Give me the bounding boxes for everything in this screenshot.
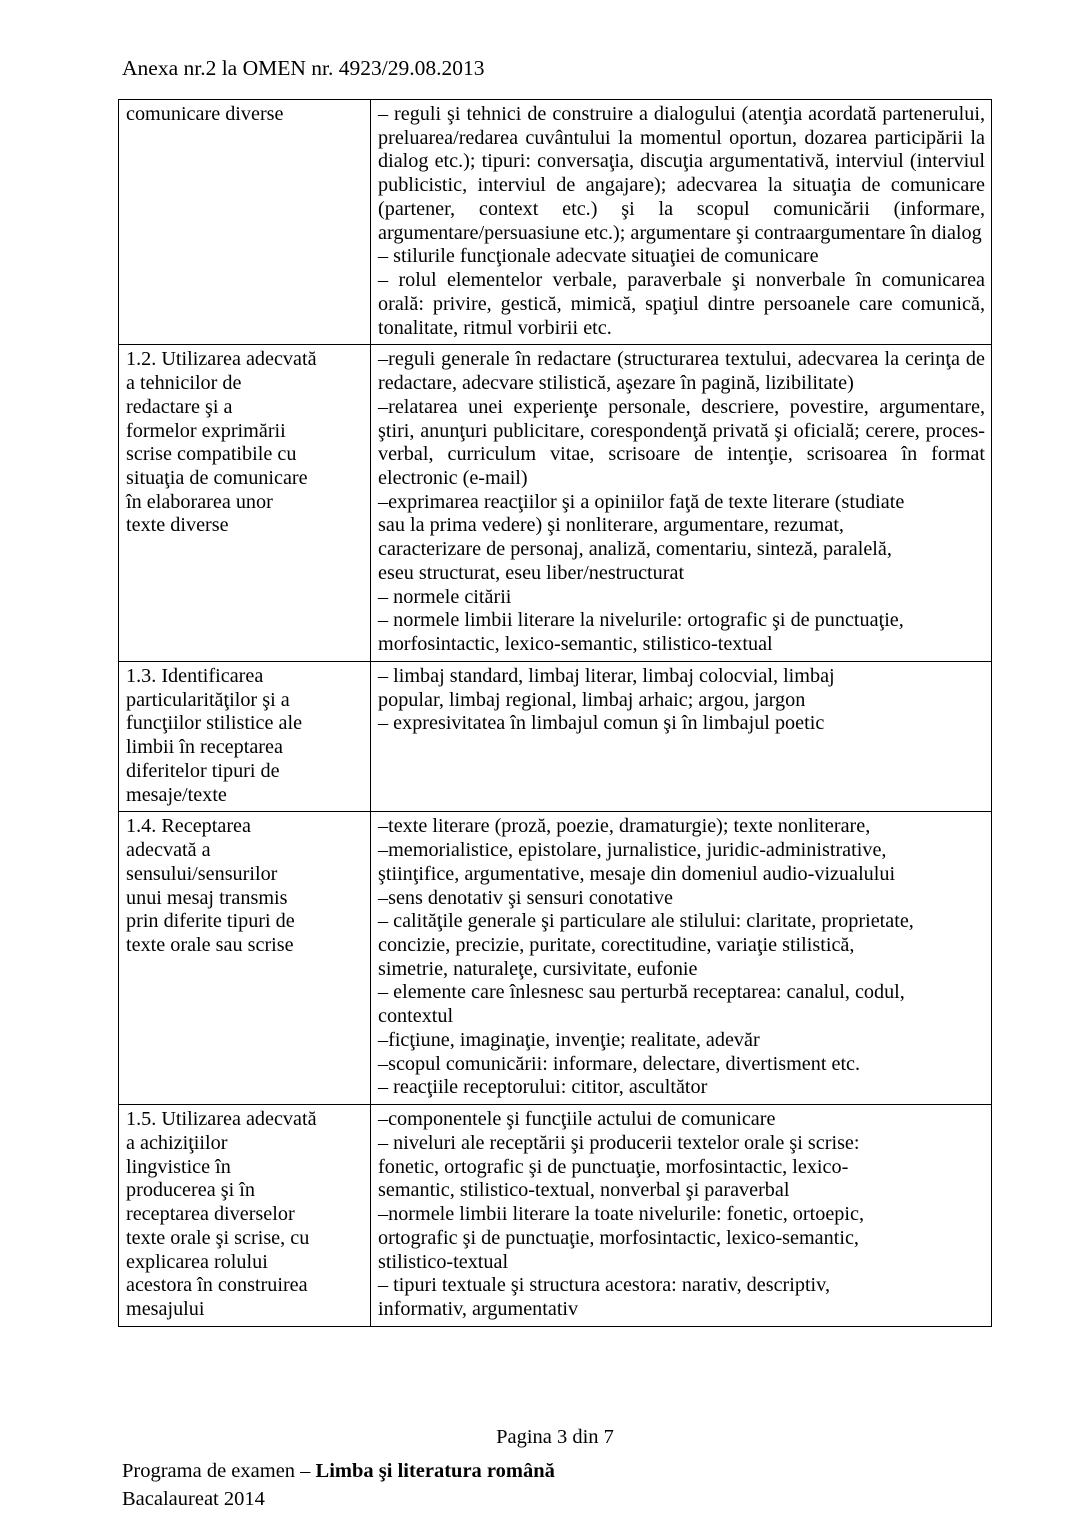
row-1-4-right-cell — [371, 812, 992, 1105]
footer-program-subject: Limba şi literatura română — [315, 1460, 555, 1482]
text-line: –ficţiune, imaginaţie, invenţie; realitate, adevăr — [378, 1028, 760, 1051]
table-row — [119, 345, 992, 662]
text-line: lingvistice în — [126, 1155, 231, 1178]
competence-description — [126, 665, 364, 807]
text-line: simetrie, naturaleţe, cursivitate, eufonie — [378, 957, 698, 980]
text-line: 1.5. Utilizarea adecvată — [126, 1108, 317, 1131]
text-line: – normele citării — [378, 585, 512, 608]
text-line: în elaborarea unor — [126, 490, 273, 513]
text-line: ortografic şi de punctuaţie, morfosintactic, lexico-semantic, — [378, 1226, 859, 1249]
text-line: unui mesaj transmis — [126, 886, 288, 909]
competence-description — [126, 103, 364, 127]
text-line: – reacţiile receptorului: cititor, ascultător — [378, 1076, 708, 1099]
footer-program-line — [122, 1459, 555, 1485]
content-paragraph: – rolul elementelor verbale, paraverbale şi nonverbale în comunicarea orală: privire, gestică, mimică, spaţiul dintre persoanele care comunică, tonalitate, ritmul vorbirii etc. — [378, 269, 985, 339]
text-line: prin diferite tipuri de — [126, 910, 295, 933]
text-line: – tipuri textuale şi structura acestora: narativ, descriptiv, — [378, 1274, 830, 1297]
document-header: Anexa nr.2 la OMEN nr. 4923/29.08.2013 — [122, 56, 485, 80]
text-line: –memorialistice, epistolare, jurnalistice, juridic-administrative, — [378, 839, 887, 862]
text-line: – expresivitatea în limbajul comun şi în limbajul poetic — [378, 712, 825, 735]
text-line: acestora în construirea — [126, 1274, 308, 1297]
page-indicator: Pagina 3 din 7 — [496, 1426, 614, 1448]
text-line: eseu structurat, eseu liber/nestructurat — [378, 561, 685, 584]
text-line: a tehnicilor de — [126, 372, 242, 395]
text-line: ştiinţifice, argumentative, mesaje din domeniul audio-vizualului — [378, 862, 896, 885]
text-line: sensului/sensurilor — [126, 862, 278, 885]
text-line: limbii în receptarea — [126, 736, 283, 759]
text-line: – elemente care înlesnesc sau perturbă receptarea: canalul, codul, — [378, 981, 905, 1004]
text-line: diferitelor tipuri de — [126, 759, 280, 782]
text-line: fonetic, ortografic şi de punctuaţie, morfosintactic, lexico- — [378, 1155, 849, 1178]
text-line: –exprimarea reacţiilor şi a opiniilor faţă de texte literare (studiate — [378, 490, 905, 513]
row-1-5-left-cell — [119, 1105, 371, 1327]
text-line: – niveluri ale receptării şi producerii textelor orale şi scrise: — [378, 1131, 860, 1154]
text-line: situaţia de comunicare — [126, 467, 308, 490]
text-line: – normele limbii literare la nivelurile: ortografic şi de punctuaţie, — [378, 609, 904, 632]
text-line: 1.4. Receptarea — [126, 815, 251, 838]
text-line: popular, limbaj regional, limbaj arhaic; argou, jargon — [378, 688, 806, 711]
content-paragraph: –reguli generale în redactare (structurarea textului, adecvarea la cerinţa de redactare, adecvare stilistică, aşezare în pagină, lizibilitate) — [378, 348, 985, 395]
content-list — [378, 1108, 985, 1322]
row-1-3-right-cell — [371, 661, 992, 811]
text-line: – calităţile generale şi particulare ale stilului: claritate, proprietate, — [378, 910, 914, 933]
row-1-5-right-cell — [371, 1105, 992, 1327]
text-line: receptarea diverselor — [126, 1203, 295, 1226]
text-line: caracterizare de personaj, analiză, comentariu, sinteză, paralelă, — [378, 538, 892, 561]
text-line: explicarea rolului — [126, 1250, 268, 1273]
text-line: redactare şi a — [126, 395, 233, 418]
page-footer — [0, 1425, 1080, 1510]
text-line: particularităţilor şi a — [126, 688, 290, 711]
text-line: –sens denotativ şi sensuri conotative — [378, 886, 673, 909]
table-row — [119, 812, 992, 1105]
content-paragraph: – stilurile funcţionale adecvate situaţiei de comunicare — [378, 245, 819, 268]
table-row — [119, 100, 992, 345]
text-line: texte diverse — [126, 514, 229, 537]
competence-description — [126, 348, 364, 538]
content-paragraph: – reguli şi tehnici de construire a dialogului (atenţia acordată partenerului, preluarea/redarea cuvântului la momentul oportun, dozarea participării la dialog etc.); tipuri: conversaţia, discuţia argumentativă, interviul (interviul publicistic, interviul de angajare); adecvarea la situaţia de comunicare (partener, context etc.) şi la scopul comunicării (informare, argumentare/persuasiune etc.); argumentare şi contraargumentare în dialog — [378, 103, 985, 244]
text-line: semantic, stilistico-textual, nonverbal şi paraverbal — [378, 1179, 790, 1202]
table-body — [119, 100, 992, 1327]
row-1-2-left-cell — [119, 345, 371, 662]
text-line: 1.3. Identificarea — [126, 664, 264, 687]
text-line: funcţiilor stilistice ale — [126, 712, 303, 735]
row-continued-left-cell — [119, 100, 371, 345]
text-line: – limbaj standard, limbaj literar, limbaj colocvial, limbaj — [378, 664, 835, 687]
table-row — [119, 661, 992, 811]
text-line: scrise compatibile cu — [126, 443, 297, 466]
footer-exam-line: Bacalaureat 2014 — [122, 1488, 265, 1510]
row-1-4-left-cell — [119, 812, 371, 1105]
text-line: comunicare diverse — [126, 103, 284, 125]
content-paragraph: –relatarea unei experienţe personale, descriere, povestire, argumentare, ştiri, anunţuri publicitare, corespondenţă privată şi oficială; cerere, proces-verbal, curriculum vitae, scrisoare de intenţie, scrisoarea în format electronic (e-mail) — [378, 395, 985, 490]
text-line: texte orale şi scrise, cu — [126, 1226, 310, 1249]
text-line: a achiziţiilor — [126, 1131, 228, 1154]
row-1-3-left-cell — [119, 661, 371, 811]
content-list — [378, 815, 985, 1100]
text-line: contextul — [378, 1005, 454, 1028]
footer-program-prefix: Programa de examen – — [122, 1460, 316, 1482]
text-line: formelor exprimării — [126, 419, 286, 442]
text-line: –componentele şi funcţiile actului de comunicare — [378, 1108, 776, 1131]
text-line: mesaje/texte — [126, 783, 227, 806]
competence-description — [126, 815, 364, 957]
text-line: –normele limbii literare la toate nivelurile: fonetic, ortoepic, — [378, 1203, 864, 1226]
text-line: –scopul comunicării: informare, delectare, divertisment etc. — [378, 1052, 861, 1075]
text-line: producerea şi în — [126, 1179, 255, 1202]
content-list — [378, 348, 985, 657]
text-line: concizie, precizie, puritate, corectitudine, variaţie stilistică, — [378, 933, 855, 956]
content-list — [378, 665, 985, 736]
text-line: sau la prima vedere) şi nonliterare, argumentare, rezumat, — [378, 514, 844, 537]
content-list — [378, 103, 985, 340]
text-line: morfosintactic, lexico-semantic, stilistico-textual — [378, 633, 773, 656]
competence-description — [126, 1108, 364, 1322]
row-1-2-right-cell — [371, 345, 992, 662]
text-line: texte orale sau scrise — [126, 933, 294, 956]
competences-table — [118, 99, 992, 1327]
text-line: –texte literare (proză, poezie, dramaturgie); texte nonliterare, — [378, 815, 871, 838]
table-row — [119, 1105, 992, 1327]
text-line: informativ, argumentativ — [378, 1297, 579, 1320]
row-continued-right-cell — [371, 100, 992, 345]
text-line: stilistico-textual — [378, 1250, 509, 1273]
text-line: mesajului — [126, 1297, 205, 1320]
text-line: adecvată a — [126, 839, 211, 862]
text-line: 1.2. Utilizarea adecvată — [126, 348, 317, 371]
